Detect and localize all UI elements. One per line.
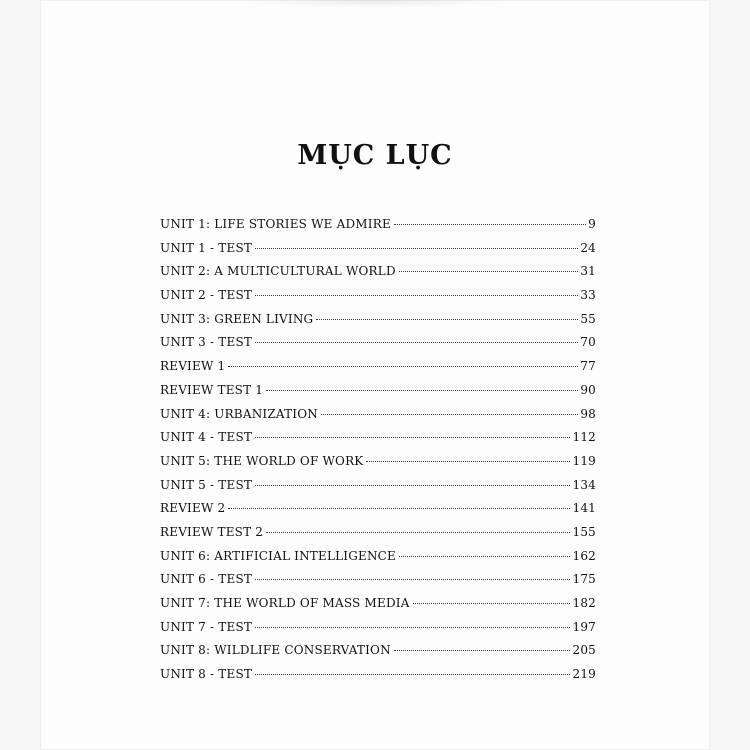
toc-entry-label: UNIT 1 - TEST <box>160 240 253 255</box>
dot-leader <box>255 342 578 343</box>
toc-entry <box>160 335 596 359</box>
toc-entry-label: UNIT 5 - TEST <box>160 477 253 492</box>
toc-entry <box>160 407 596 431</box>
dot-leader <box>321 414 578 415</box>
dot-leader <box>228 366 578 367</box>
toc-entry-page-number: 90 <box>580 382 596 397</box>
toc-entry-page-number: 9 <box>588 217 596 231</box>
table-of-contents <box>160 217 596 691</box>
toc-entry-label: UNIT 2 - TEST <box>160 288 253 303</box>
dot-leader <box>255 295 578 296</box>
dot-leader <box>399 556 570 557</box>
toc-entry-page-number: 134 <box>572 477 596 492</box>
toc-entry-label: UNIT 4 - TEST <box>160 430 253 445</box>
toc-entry-page-number: 219 <box>572 667 596 682</box>
dot-leader <box>394 224 586 225</box>
toc-entry-label: UNIT 4: URBANIZATION <box>160 406 318 421</box>
toc-entry <box>160 312 596 336</box>
toc-entry-page-number: 119 <box>572 453 596 468</box>
toc-entry <box>160 501 596 525</box>
toc-entry-page-number: 98 <box>580 406 596 421</box>
toc-entry <box>160 359 596 383</box>
toc-entry-label: UNIT 1: LIFE STORIES WE ADMIRE <box>160 217 391 231</box>
toc-entry-page-number: 55 <box>580 311 596 326</box>
dot-leader <box>394 650 571 651</box>
toc-entry-page-number: 205 <box>572 643 596 658</box>
toc-entry-label: REVIEW 1 <box>160 359 226 374</box>
toc-entry <box>160 643 596 667</box>
toc-entry-label: UNIT 3 - TEST <box>160 335 253 350</box>
toc-entry <box>160 620 596 644</box>
dot-leader <box>266 390 578 391</box>
toc-entry <box>160 667 596 691</box>
toc-entry-label: REVIEW TEST 1 <box>160 382 264 397</box>
toc-entry-label: REVIEW TEST 2 <box>160 524 264 539</box>
toc-entry-label: UNIT 2: A MULTICULTURAL WORLD <box>160 264 396 279</box>
dot-leader <box>255 485 570 486</box>
toc-entry-page-number: 162 <box>572 548 596 563</box>
dot-leader <box>255 674 570 675</box>
dot-leader <box>255 248 578 249</box>
toc-entry-page-number: 70 <box>580 335 596 350</box>
dot-leader <box>266 532 570 533</box>
toc-entry-label: UNIT 6: ARTIFICIAL INTELLIGENCE <box>160 548 397 563</box>
toc-entry-page-number: 155 <box>572 524 596 539</box>
toc-entry <box>160 264 596 288</box>
toc-entry <box>160 525 596 549</box>
toc-entry <box>160 596 596 620</box>
dot-leader <box>399 271 579 272</box>
toc-entry-label: UNIT 8: WILDLIFE CONSERVATION <box>160 643 391 658</box>
page-title: MỤC LỤC <box>297 140 453 171</box>
toc-entry-page-number: 31 <box>580 264 596 279</box>
scan-smudge <box>240 0 510 8</box>
toc-entry-page-number: 175 <box>572 572 596 587</box>
dot-leader <box>228 508 570 509</box>
toc-entry <box>160 478 596 502</box>
toc-entry-page-number: 197 <box>572 619 596 634</box>
toc-entry-page-number: 24 <box>580 240 596 255</box>
toc-entry <box>160 217 596 241</box>
dot-leader <box>255 627 570 628</box>
toc-entry-page-number: 33 <box>580 288 596 303</box>
toc-entry <box>160 454 596 478</box>
toc-entry-label: UNIT 7: THE WORLD OF MASS MEDIA <box>160 596 410 610</box>
dot-leader <box>255 579 570 580</box>
toc-entry <box>160 383 596 407</box>
toc-entry <box>160 288 596 312</box>
toc-entry-page-number: 112 <box>572 430 596 445</box>
toc-entry <box>160 549 596 573</box>
toc-entry-label: UNIT 8 - TEST <box>160 667 253 682</box>
toc-entry-label: UNIT 5: THE WORLD OF WORK <box>160 453 364 468</box>
toc-entry <box>160 572 596 596</box>
toc-entry-page-number: 77 <box>580 359 596 374</box>
toc-entry-page-number: 182 <box>572 596 596 610</box>
dot-leader <box>366 461 570 462</box>
toc-entry-label: UNIT 6 - TEST <box>160 572 253 587</box>
dot-leader <box>413 603 571 604</box>
toc-entry-label: REVIEW 2 <box>160 501 226 516</box>
toc-entry-label: UNIT 3: GREEN LIVING <box>160 311 314 326</box>
dot-leader <box>316 319 578 320</box>
toc-entry-label: UNIT 7 - TEST <box>160 619 253 634</box>
toc-entry <box>160 430 596 454</box>
dot-leader <box>255 437 570 438</box>
toc-entry-page-number: 141 <box>572 501 596 516</box>
toc-entry <box>160 241 596 265</box>
